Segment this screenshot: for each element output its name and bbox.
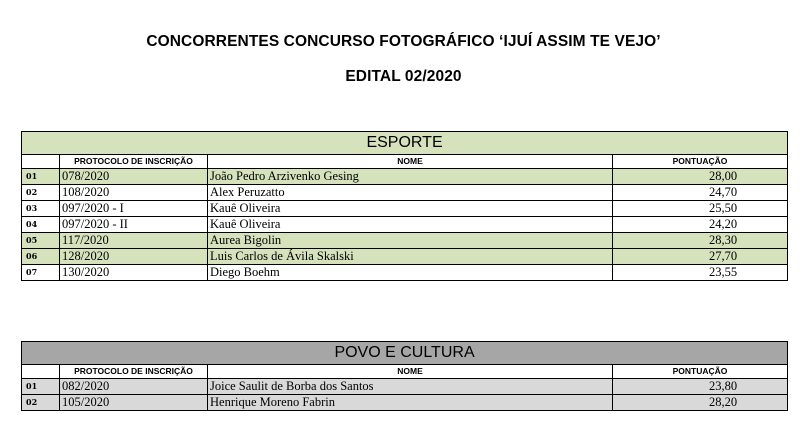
section-title: ESPORTE [22,132,788,155]
row-number: 06 [22,249,60,265]
column-header-number [22,365,60,379]
row-number: 01 [22,169,60,185]
column-header-name: NOME [208,155,613,169]
povo-e-cultura-table [21,341,788,411]
table-row [22,265,788,281]
table-row [22,379,788,395]
column-header-protocol: PROTOCOLO DE INSCRIÇÃO [60,365,208,379]
row-protocol: 097/2020 - I [60,201,208,217]
row-name: Luis Carlos de Ávila Skalski [208,249,613,265]
row-protocol: 078/2020 [60,169,208,185]
row-number: 02 [22,395,60,411]
column-header-number [22,155,60,169]
row-score: 24,20 [613,217,788,233]
table-row [22,233,788,249]
esporte-table [21,131,788,281]
row-number: 01 [22,379,60,395]
table-row [22,249,788,265]
column-header-name: NOME [208,365,613,379]
row-score: 28,30 [613,233,788,249]
row-number: 03 [22,201,60,217]
row-score: 28,20 [613,395,788,411]
row-protocol: 097/2020 - II [60,217,208,233]
section-title: POVO E CULTURA [22,342,788,365]
row-name: Kauê Oliveira [208,201,613,217]
row-name: Aurea Bigolin [208,233,613,249]
row-number: 07 [22,265,60,281]
table-row [22,185,788,201]
table-row [22,217,788,233]
row-score: 23,55 [613,265,788,281]
row-name: Kauê Oliveira [208,217,613,233]
row-number: 04 [22,217,60,233]
row-name: João Pedro Arzivenko Gesing [208,169,613,185]
table-row [22,169,788,185]
row-name: Joice Saulit de Borba dos Santos [208,379,613,395]
table-row [22,201,788,217]
row-name: Alex Peruzatto [208,185,613,201]
row-score: 27,70 [613,249,788,265]
row-score: 23,80 [613,379,788,395]
row-protocol: 108/2020 [60,185,208,201]
row-name: Henrique Moreno Fabrin [208,395,613,411]
row-score: 28,00 [613,169,788,185]
document-title: CONCORRENTES CONCURSO FOTOGRÁFICO ‘IJUÍ ASSIM TE VEJO’ [146,33,661,50]
row-name: Diego Boehm [208,265,613,281]
table-row [22,395,788,411]
column-header-protocol: PROTOCOLO DE INSCRIÇÃO [60,155,208,169]
column-header-score: PONTUAÇÃO [613,155,788,169]
row-number: 02 [22,185,60,201]
row-protocol: 082/2020 [60,379,208,395]
row-protocol: 130/2020 [60,265,208,281]
section-header-row [22,132,788,155]
document-subtitle: EDITAL 02/2020 [345,68,462,85]
row-score: 24,70 [613,185,788,201]
row-score: 25,50 [613,201,788,217]
row-protocol: 128/2020 [60,249,208,265]
section-header-row [22,342,788,365]
row-protocol: 117/2020 [60,233,208,249]
column-header-row [22,155,788,169]
row-number: 05 [22,233,60,249]
column-header-row [22,365,788,379]
column-header-score: PONTUAÇÃO [613,365,788,379]
row-protocol: 105/2020 [60,395,208,411]
